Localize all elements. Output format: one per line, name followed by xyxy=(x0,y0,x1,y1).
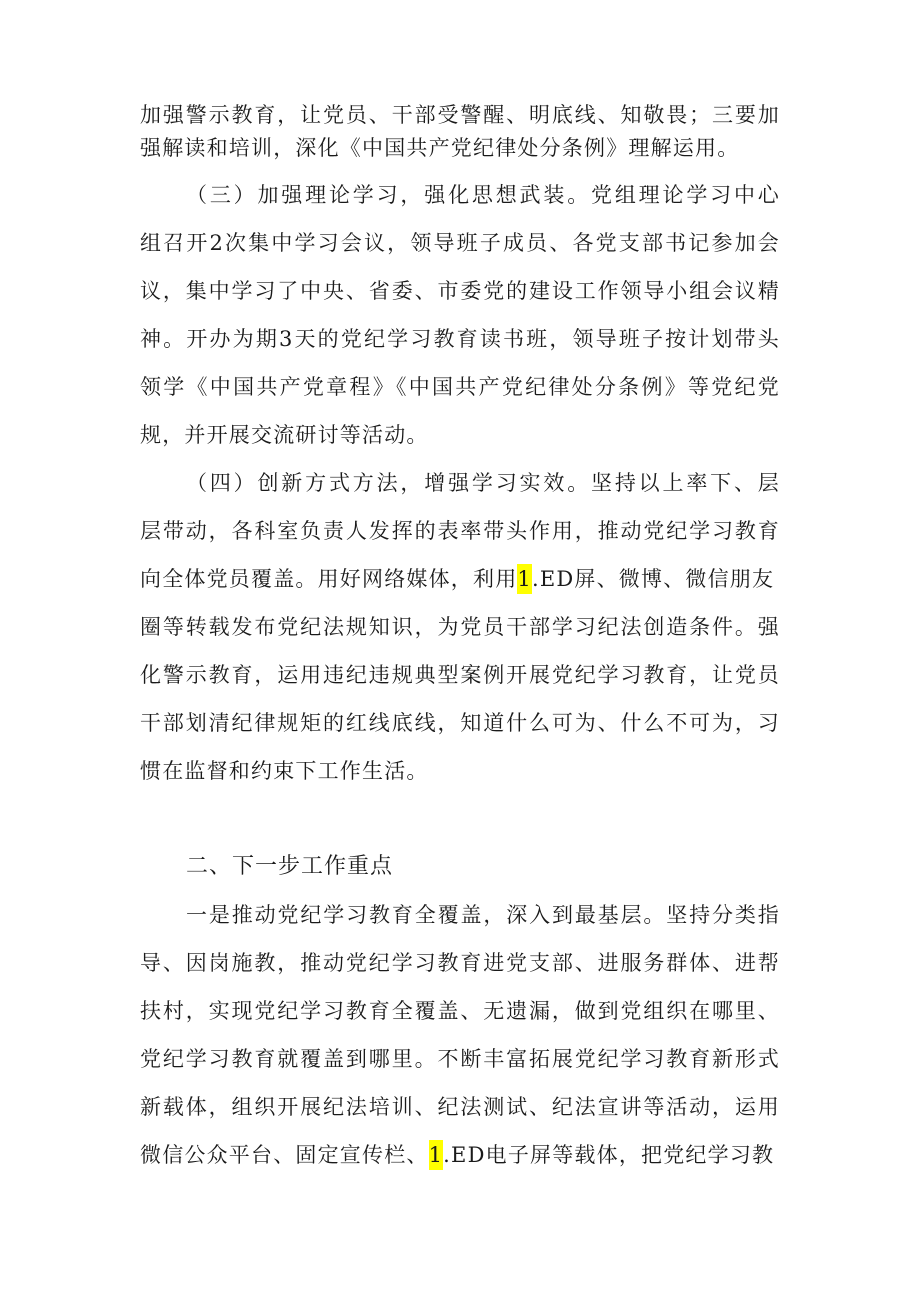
text-segment: 向全体党员覆盖。用好网络媒体，利用 xyxy=(140,567,518,591)
text-line: 领学《中国共产党章程》《中国共产党纪律处分条例》等党纪党 xyxy=(140,375,780,399)
text-line: 干部划清纪律规矩的红线底线，知道什么可为、什么不可为，习 xyxy=(140,711,780,735)
text-segment: 微信公众平台、固定宣传栏、 xyxy=(140,1143,429,1167)
text-line: 化警示教育，运用违纪违规典型案例开展党纪学习教育，让党员 xyxy=(140,663,780,687)
text-line: 党纪学习教育就覆盖到哪里。不断丰富拓展党纪学习教育新形式 xyxy=(140,1047,780,1071)
text-line: 圈等转载发布党纪法规知识，为党员干部学习纪法创造条件。强 xyxy=(140,615,780,639)
section-heading: 二、下一步工作重点 xyxy=(186,854,394,879)
text-segment: .ED电子屏等载体，把党纪学习教 xyxy=(443,1143,775,1167)
text-line-with-highlight xyxy=(140,564,780,594)
text-line: 导、因岗施教，推动党纪学习教育进党支部、进服务群体、进帮 xyxy=(140,951,780,975)
text-line: 组召开2次集中学习会议，领导班子成员、各党支部书记参加会 xyxy=(140,231,780,255)
text-line: 新载体，组织开展纪法培训、纪法测试、纪法宣讲等活动，运用 xyxy=(140,1095,780,1119)
highlighted-text: 1 xyxy=(517,564,532,594)
text-line: （四）创新方式方法，增强学习实效。坚持以上率下、层 xyxy=(186,471,780,495)
text-line: 议，集中学习了中央、省委、市委党的建设工作领导小组会议精 xyxy=(140,279,780,303)
text-line: 规，并开展交流研讨等活动。 xyxy=(140,423,429,447)
text-line: 惯在监督和约束下工作生活。 xyxy=(140,759,429,783)
highlighted-text: 1 xyxy=(429,1140,444,1170)
text-line: 层带动，各科室负责人发挥的表率带头作用，推动党纪学习教育 xyxy=(140,519,780,543)
text-line: （三）加强理论学习，强化思想武装。党组理论学习中心 xyxy=(186,183,780,207)
text-line: 扶村，实现党纪学习教育全覆盖、无遗漏，做到党组织在哪里、 xyxy=(140,999,780,1023)
text-line: 强解读和培训，深化《中国共产党纪律处分条例》理解运用。 xyxy=(140,136,740,160)
text-segment: .ED屏、微博、微信朋友 xyxy=(531,567,775,591)
text-line: 一是推动党纪学习教育全覆盖，深入到最基层。坚持分类指 xyxy=(186,903,780,927)
text-line-with-highlight xyxy=(140,1140,780,1170)
text-line: 神。开办为期3天的党纪学习教育读书班，领导班子按计划带头 xyxy=(140,327,780,351)
text-line: 加强警示教育，让党员、干部受警醒、明底线、知敬畏；三要加 xyxy=(140,103,780,127)
